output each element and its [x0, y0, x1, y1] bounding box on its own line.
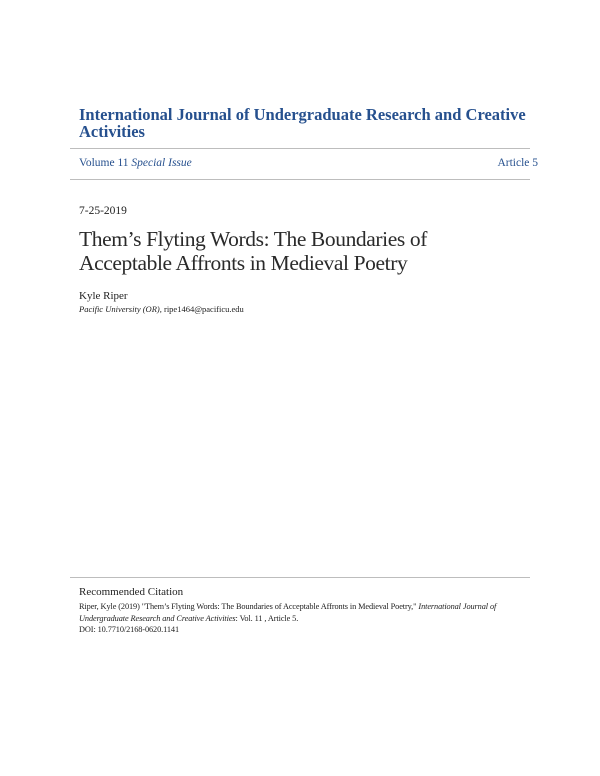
citation-doi: DOI: 10.7710/2168-0620.1141 [79, 625, 180, 634]
citation-part-1: Riper, Kyle (2019) "Them’s Flyting Words: The Boundaries of Acceptable Affronts in Medieval Poetry," [79, 602, 419, 611]
author-institution: Pacific University (OR) [79, 304, 160, 314]
author-name: Kyle Riper [79, 290, 128, 302]
volume-label: Volume 11 [79, 157, 129, 169]
header-divider-top [70, 148, 530, 149]
citation-part-2: : Vol. 11 , Article 5. [235, 613, 299, 623]
author-affiliation [79, 304, 244, 314]
journal-title-link[interactable]: International Journal of Undergraduate Research and Creative Activities [79, 105, 526, 141]
citation-divider [70, 577, 530, 578]
publication-date: 7-25-2019 [79, 205, 127, 217]
citation-text [79, 601, 519, 636]
recommended-citation-heading: Recommended Citation [79, 586, 184, 598]
citation-journal-name: International Journal of Undergraduate Research and Creative Activities [79, 602, 497, 623]
affiliation-separator: , [159, 304, 164, 314]
volume-issue-link[interactable] [79, 157, 192, 169]
article-number-link[interactable]: Article 5 [497, 157, 538, 169]
header-divider-bottom [70, 179, 530, 180]
special-issue-label: Special Issue [131, 157, 192, 169]
author-email-link[interactable]: ripe1464@pacificu.edu [163, 304, 244, 314]
article-title: Them’s Flyting Words: The Boundaries of Acceptable Affronts in Medieval Poetry [79, 227, 427, 275]
